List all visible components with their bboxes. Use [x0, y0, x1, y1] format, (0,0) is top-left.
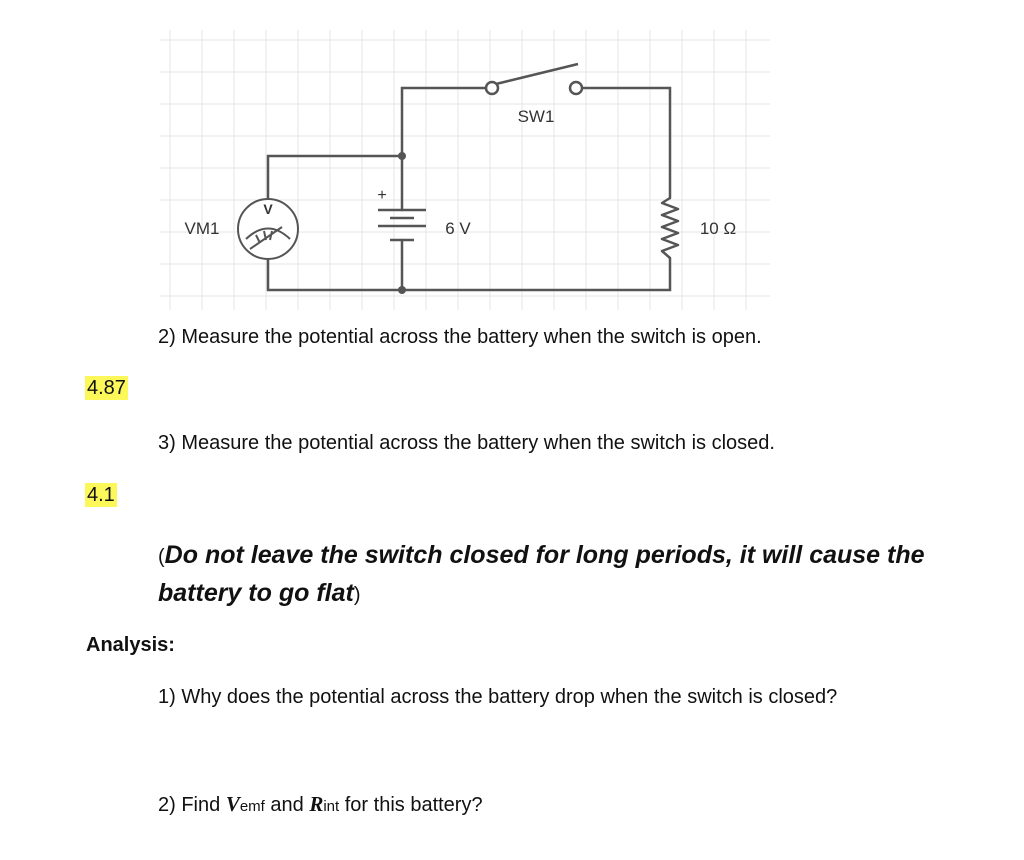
- v-letter: V: [225, 792, 240, 816]
- warning-close-paren: ): [353, 584, 361, 606]
- warning-text: Do not leave the switch closed for long periods, it will cause the battery to go flat: [158, 541, 925, 607]
- procedure-step-2: 2) Measure the potential across the battery when the switch is open.: [158, 326, 762, 348]
- warning-note: [158, 537, 998, 613]
- circuit-wires: [268, 88, 670, 290]
- q2-prefix: 2) Find: [158, 794, 226, 816]
- battery-symbol: [378, 210, 426, 240]
- voltmeter-symbol: V: [263, 201, 273, 217]
- answer-open-highlight: 4.87: [87, 377, 126, 399]
- r-letter: R: [309, 792, 324, 816]
- switch-sw1: [486, 64, 582, 94]
- procedure-step-3: 3) Measure the potential across the battery when the switch is closed.: [158, 432, 775, 454]
- battery-voltage-label: 6 V: [445, 219, 471, 238]
- warning-open-paren: (: [158, 546, 165, 568]
- junction-dot-top: [398, 152, 406, 160]
- battery-plus-sign: +: [377, 187, 387, 204]
- resistor-label: 10 Ω: [699, 219, 737, 238]
- analysis-heading: Analysis:: [86, 634, 175, 656]
- answer-closed-highlight: 4.1: [87, 484, 115, 506]
- answer-closed-value: [85, 484, 117, 507]
- answer-open-value: [85, 377, 128, 400]
- analysis-question-1: 1) Why does the potential across the battery drop when the switch is closed?: [158, 686, 838, 708]
- switch-label: SW1: [517, 107, 555, 126]
- circuit-diagram: [160, 30, 770, 310]
- and-text: and: [264, 794, 310, 816]
- junction-dot-bottom: [398, 286, 406, 294]
- background-grid: [160, 30, 770, 310]
- q2-suffix: for this battery?: [339, 794, 483, 816]
- resistor-symbol: [662, 198, 678, 258]
- r-subscript: int: [323, 798, 340, 815]
- analysis-question-2: [158, 792, 483, 817]
- v-subscript: emf: [239, 798, 265, 815]
- voltmeter-label: VM1: [184, 219, 220, 238]
